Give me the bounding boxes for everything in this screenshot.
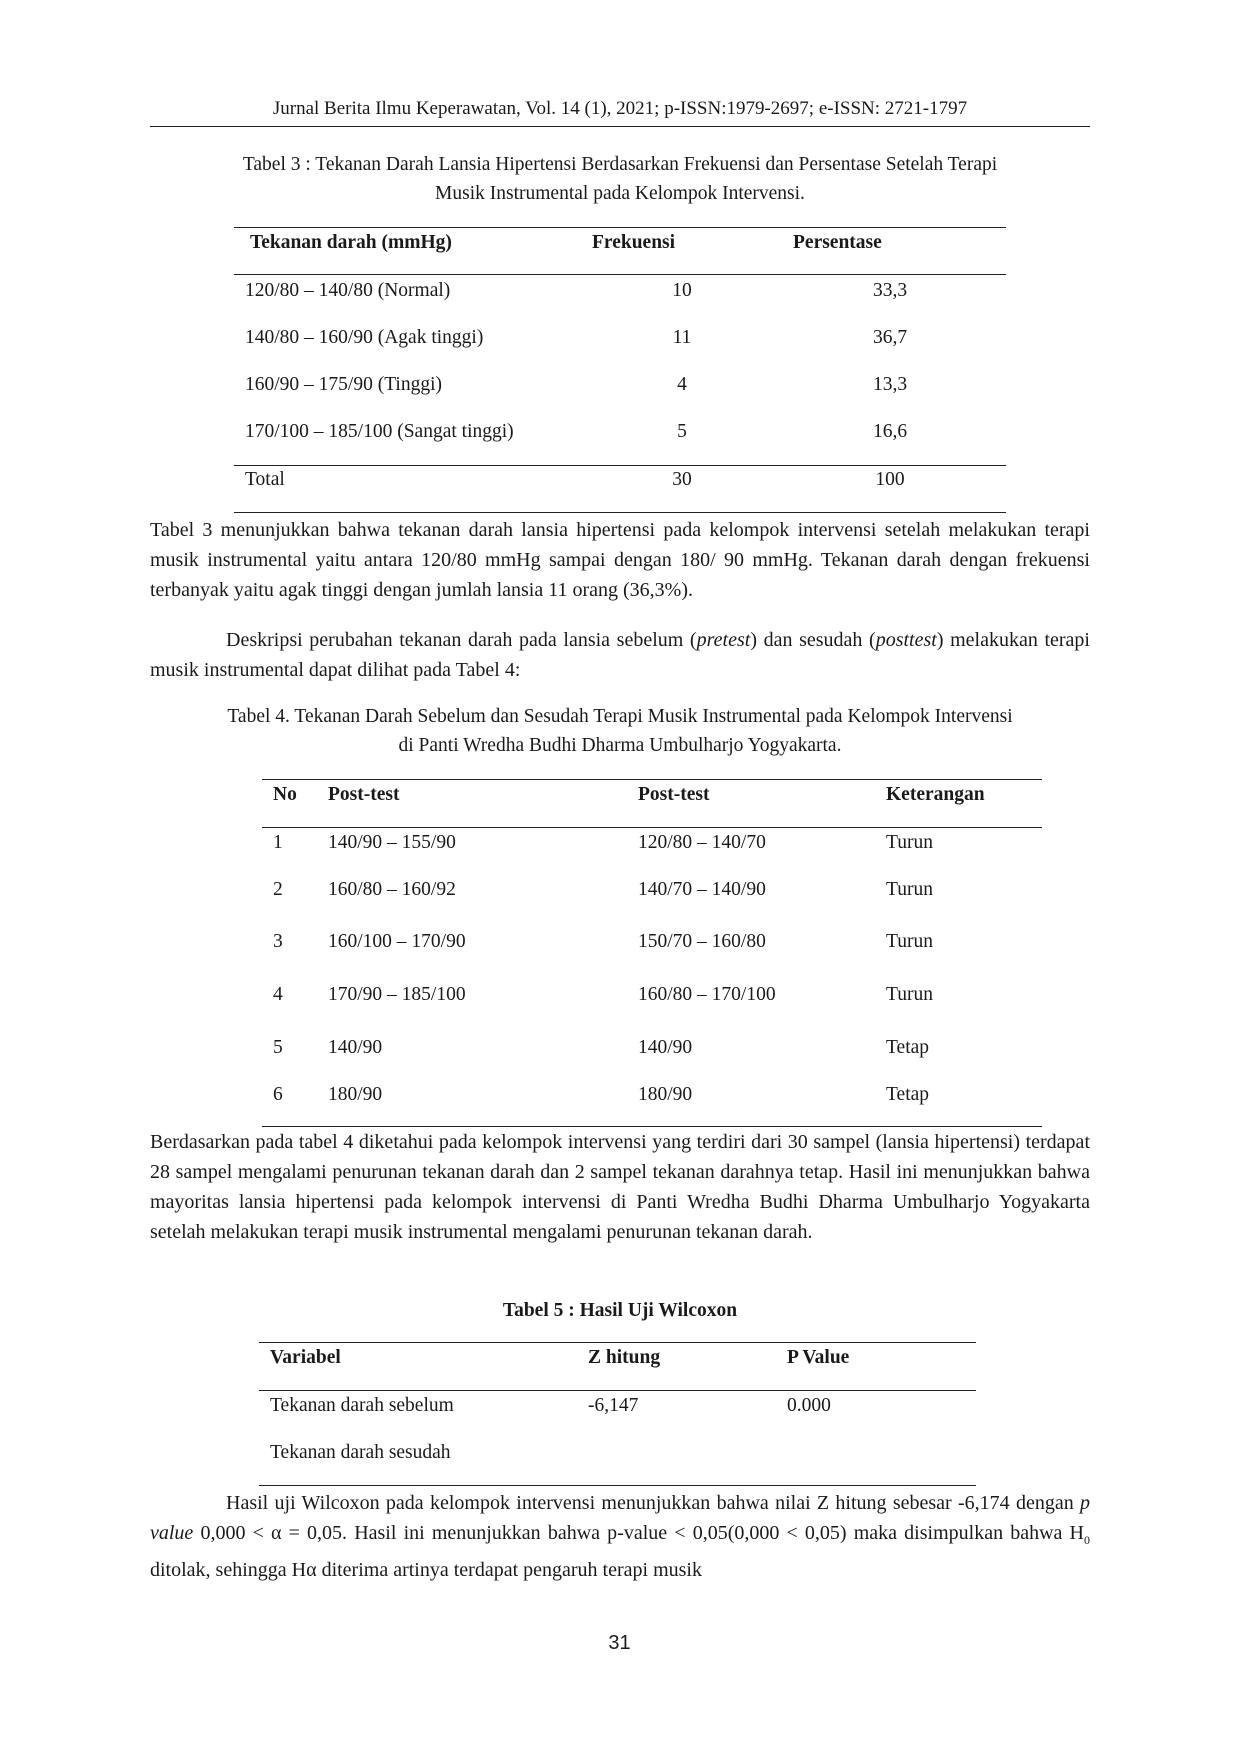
page-number: 31 bbox=[608, 1632, 631, 1654]
table4-top-rule bbox=[262, 779, 1042, 780]
paragraph-table3-summary: Tabel 3 menunjukkan bahwa tekanan darah lansia hipertensi pada kelompok intervensi setelah melakukan terapi musik instrumental yaitu antara 120/80 mmHg sampai dengan 180/ 90 mmHg. Tekanan darah dengan frekuensi terbanyak yaitu agak tinggi dengan jumlah lansia 11 orang (36,3%). bbox=[150, 519, 1090, 601]
para2-pretest: pretest bbox=[696, 629, 751, 651]
table-cell: 1 bbox=[273, 832, 283, 853]
table3-total-label: Total bbox=[245, 469, 285, 490]
table4-header-keterangan: Keterangan bbox=[886, 784, 985, 805]
table5-header-zhitung: Z hitung bbox=[588, 1347, 661, 1368]
para4-text-b: 0,000 < α = 0,05. Hasil ini menunjukkan bahwa p-value < 0,05(0,000 < 0,05) maka disimpulkan bahwa H bbox=[193, 1522, 1084, 1544]
table-cell: Tetap bbox=[886, 1037, 930, 1058]
table-cell: 16,6 bbox=[872, 421, 908, 442]
table4-caption-line2: di Panti Wredha Budhi Dharma Umbulharjo Yogyakarta. bbox=[398, 735, 842, 756]
table-cell: Tekanan darah sebelum bbox=[270, 1395, 454, 1416]
journal-header: Jurnal Berita Ilmu Keperawatan, Vol. 14 (1), 2021; p-ISSN:1979-2697; e-ISSN: 2721-1797 bbox=[272, 98, 968, 119]
table-cell: Turun bbox=[886, 832, 933, 853]
para4-text-a: Hasil uji Wilcoxon pada kelompok intervensi menunjukkan bahwa nilai Z hitung sebesar -6,174 dengan bbox=[226, 1492, 1080, 1514]
para2-posttest: posttest bbox=[875, 629, 937, 651]
table3-header-rule bbox=[234, 274, 1006, 275]
table-cell: 140/90 bbox=[638, 1037, 693, 1058]
table3-total-persentase: 100 bbox=[875, 469, 905, 490]
table-cell: 120/80 – 140/80 (Normal) bbox=[245, 280, 451, 301]
para4-text-c: ditolak, sehingga Hα diterima artinya terdapat pengaruh terapi musik bbox=[150, 1559, 702, 1581]
table-cell: Turun bbox=[886, 984, 933, 1005]
table5-bottom-rule bbox=[259, 1485, 976, 1486]
table4-header-posttest: Post-test bbox=[638, 784, 710, 805]
paragraph-wilcoxon-result bbox=[150, 1488, 1090, 1585]
table3-caption-line2: Musik Instrumental pada Kelompok Intervensi. bbox=[435, 183, 805, 204]
table-cell: 3 bbox=[273, 931, 283, 952]
table4-caption-line1: Tabel 4. Tekanan Darah Sebelum dan Sesudah Terapi Musik Instrumental pada Kelompok Intervensi bbox=[227, 706, 1013, 727]
table-cell: 150/70 – 160/80 bbox=[638, 931, 766, 952]
table-cell: 170/100 – 185/100 (Sangat tinggi) bbox=[245, 421, 514, 442]
table3-bottom-rule bbox=[234, 512, 1006, 513]
table5-header-variabel: Variabel bbox=[270, 1347, 341, 1368]
table-cell: 10 bbox=[672, 280, 692, 301]
table-cell: Tetap bbox=[886, 1084, 930, 1105]
table-cell: 4 bbox=[677, 374, 687, 395]
table4-caption bbox=[150, 702, 1090, 760]
header-rule bbox=[150, 126, 1090, 127]
table-cell: 5 bbox=[273, 1037, 283, 1058]
table3-top-rule bbox=[234, 227, 1006, 228]
table3-caption-line1: Tabel 3 : Tekanan Darah Lansia Hipertensi Berdasarkan Frekuensi dan Persentase Setelah Terapi bbox=[242, 154, 998, 175]
table5-caption: Tabel 5 : Hasil Uji Wilcoxon bbox=[502, 1300, 738, 1321]
table-cell: 180/90 bbox=[638, 1084, 693, 1105]
table-cell: 140/90 bbox=[328, 1037, 383, 1058]
table5-top-rule bbox=[259, 1342, 976, 1343]
table3-caption bbox=[150, 150, 1090, 208]
para2-text-a: Deskripsi perubahan tekanan darah pada lansia sebelum ( bbox=[226, 629, 697, 651]
table-cell: 11 bbox=[672, 327, 692, 348]
table4-header-no: No bbox=[273, 784, 297, 805]
table5-header-rule bbox=[259, 1390, 976, 1391]
table-cell: 170/90 – 185/100 bbox=[328, 984, 466, 1005]
paragraph-table4-intro bbox=[150, 625, 1090, 685]
table3-total-frekuensi: 30 bbox=[672, 469, 692, 490]
para4-pvalue: p value bbox=[150, 1492, 1090, 1544]
paragraph-table4-summary: Berdasarkan pada tabel 4 diketahui pada kelompok intervensi yang terdiri dari 30 sampel (lansia hipertensi) terdapat 28 sampel mengalami penurunan tekanan darah dan 2 sampel tekanan darahnya tetap. Hasil ini menunjukkan bahwa mayoritas lansia hipertensi pada kelompok intervensi di Panti Wredha Budhi Dharma Umbulharjo Yogyakarta setelah melakukan terapi musik instrumental mengalami penurunan tekanan darah. bbox=[150, 1131, 1090, 1243]
table-cell: Turun bbox=[886, 931, 933, 952]
table-cell: 6 bbox=[273, 1084, 283, 1105]
table-cell: 160/100 – 170/90 bbox=[328, 931, 466, 952]
table-cell: 2 bbox=[273, 879, 283, 900]
table-cell: Tekanan darah sesudah bbox=[270, 1442, 451, 1463]
table-cell: 4 bbox=[273, 984, 283, 1005]
table4-header-rule bbox=[262, 827, 1042, 828]
table-cell: 13,3 bbox=[872, 374, 908, 395]
table-cell: Turun bbox=[886, 879, 933, 900]
table-cell: -6,147 bbox=[588, 1395, 639, 1416]
table-cell: 36,7 bbox=[872, 327, 908, 348]
table-cell: 0.000 bbox=[787, 1395, 831, 1416]
table-cell: 140/80 – 160/90 (Agak tinggi) bbox=[245, 327, 484, 348]
table-cell: 140/90 – 155/90 bbox=[328, 832, 456, 853]
table-cell: 180/90 bbox=[328, 1084, 383, 1105]
table3-header-frekuensi: Frekuensi bbox=[592, 232, 676, 253]
para4-subscript: 0 bbox=[1084, 1533, 1090, 1547]
table-cell: 33,3 bbox=[872, 280, 908, 301]
table-cell: 120/80 – 140/70 bbox=[638, 832, 766, 853]
table3-header-persentase: Persentase bbox=[793, 232, 882, 253]
table5-header-pvalue: P Value bbox=[787, 1347, 850, 1368]
table-cell: 160/80 – 170/100 bbox=[638, 984, 776, 1005]
para2-text-b: ) dan sesudah ( bbox=[750, 629, 876, 651]
table-cell: 160/80 – 160/92 bbox=[328, 879, 456, 900]
para2-text-c: ) melakukan terapi musik instrumental dapat dilihat pada Tabel 4: bbox=[150, 629, 1090, 681]
table3-header-tekanan: Tekanan darah (mmHg) bbox=[250, 232, 452, 253]
table3-total-rule bbox=[234, 465, 1006, 466]
table-cell: 160/90 – 175/90 (Tinggi) bbox=[245, 374, 443, 395]
table-cell: 5 bbox=[677, 421, 687, 442]
table4-header-pretest: Post-test bbox=[328, 784, 400, 805]
table-cell: 140/70 – 140/90 bbox=[638, 879, 766, 900]
